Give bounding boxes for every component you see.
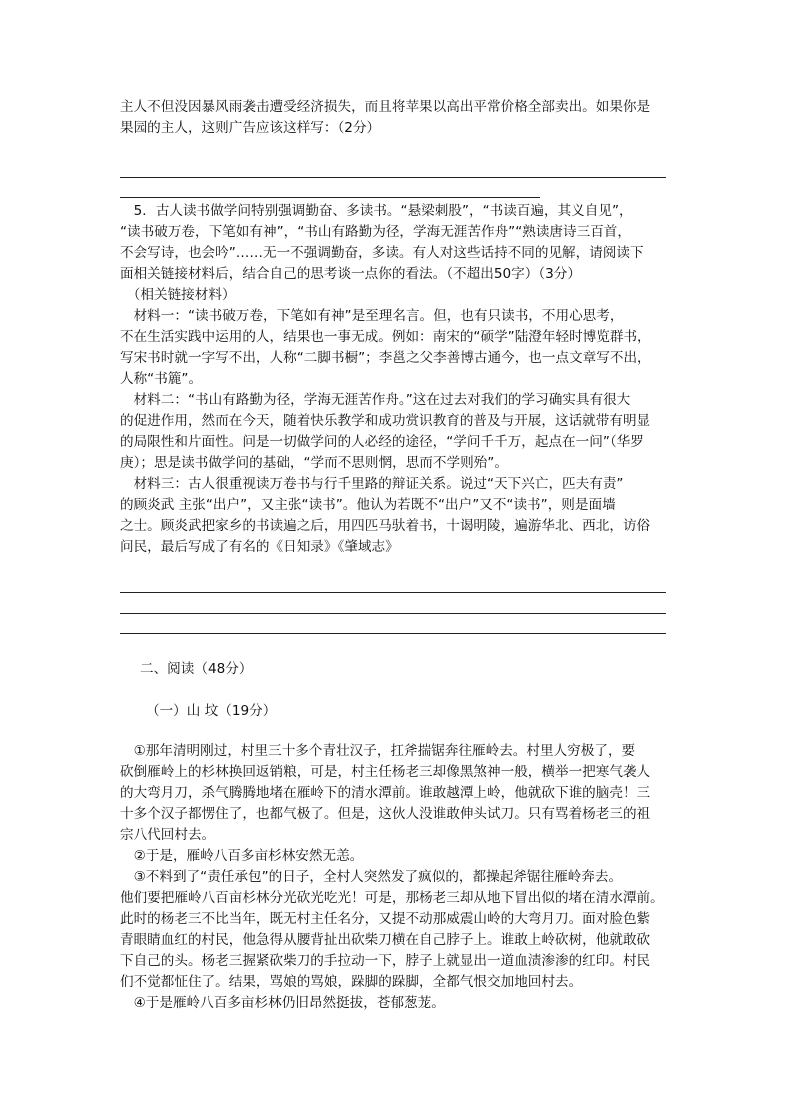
question-5-line: 不会写诗，也会吟”……无一不强调勤奋，多读。有人对这些话持不同的见解，请阅读下 — [120, 245, 644, 261]
material-2-line: 材料二：“书山有路勤为径，学海无涯苦作舟。”这在过去对我们的学习确实具有很大 — [120, 392, 631, 408]
section-title: 二、阅读（48分） — [140, 661, 253, 677]
paragraph-1-line: 砍倒雁岭上的杉林换回返销粮，可是，村主任杨老三却像黑煞神一般，横举一把寒气袭人 — [120, 764, 651, 780]
material-3-line: 之士。顾炎武把家乡的书读遍之后，用四匹马驮着书，十谒明陵，遍游华北、西北，访俗 — [120, 518, 651, 534]
material-1-line: 写宋书时就一字写不出，人称“二脚书橱”；李邕之父李善博古通今，也一点文章写不出， — [120, 350, 651, 366]
intro-line: 果园的主人，这则广告应该这样写：（2分） — [120, 120, 381, 136]
intro-line: 主人不但没因暴风雨袭击遭受经济损失，而且将苹果以高出平常价格全部卖出。如果你是 — [120, 99, 651, 115]
paragraph-3-line: 下自己的头。杨老三握紧砍柴刀的手拉动一下，脖子上就显出一道血渍渗渗的红印。村民 — [120, 953, 651, 969]
material-2-line: 庚）；思是读书做学问的基础，“学而不思则惘，思而不学则殆”。 — [120, 455, 508, 471]
material-1-line: 材料一：“读书破万卷，下笔如有神”是至理名言。但，也有只读书，不用心思考， — [120, 308, 624, 324]
paragraph-3-line: 青眼睛血红的村民，他急得从腰背扯出砍柴刀横在自己脖子上。谁敢上岭砍树，他就敢砍 — [120, 932, 651, 948]
answer-line[interactable] — [120, 177, 666, 178]
paragraph-3-line: 此时的杨老三不比当年，既无村主任名分，又提不动那威震山岭的大弯月刀。面对脸色紫 — [120, 911, 651, 927]
paragraph-4-line: ④于是雁岭八百多亩杉林仍旧昂然挺拔，苍郁葱茏。 — [120, 995, 445, 1011]
answer-line[interactable] — [120, 197, 540, 198]
material-3-line: 的顾炎武 主张“出户”，又主张“读书”。他认为若既不“出户”又不“读书”，则是面墙 — [120, 497, 616, 513]
paragraph-2-line: ②于是，雁岭八百多亩杉林安然无恙。 — [120, 848, 364, 864]
material-1-line: 不在生活实践中运用的人，结果也一事无成。例如：南宋的“硕学”陆澄年轻时博览群书， — [120, 329, 651, 345]
answer-line[interactable] — [120, 633, 666, 634]
paragraph-1-line: 的大弯月刀，杀气腾腾地堵在雁岭下的清水潭前。谁敢越潭上岭，他就砍下谁的脑壳！三 — [120, 785, 651, 801]
material-3-line: 材料三：古人很重视读万卷书与行千里路的辩证关系。说过“天下兴亡，匹夫有责” — [120, 476, 624, 492]
paragraph-3-line: 他们要把雁岭八百亩杉林分光砍光吃光！可是，那杨老三却从地下冒出似的堵在清水潭前。 — [120, 890, 664, 906]
paragraph-1-line: 十多个汉子都愣住了，也都气极了。但是，这伙人没谁敢伸头试刀。只有骂着杨老三的祖 — [120, 806, 651, 822]
material-2-line: 的促进作用，然而在今天，随着快乐教学和成功赏识教育的普及与开展，这话就带有明显 — [120, 413, 651, 429]
paragraph-1-line: ①那年清明刚过，村里三十多个青壮汉子，扛斧揣锯奔往雁岭去。村里人穷极了，要 — [120, 743, 636, 759]
question-5-line: 面相关链接材料后，结合自己的思考谈一点你的看法。（不超出50字）（3分） — [120, 266, 581, 282]
question-5-line: “读书破万卷，下笔如有神”，“书山有路勤为径，学海无涯苦作舟”“熟读唐诗三百首， — [120, 224, 631, 240]
answer-line[interactable] — [120, 592, 666, 593]
paragraph-1-line: 宗八代回村去。 — [120, 827, 216, 843]
material-2-line: 的局限性和片面性。问是一切做学问的人必经的途径，“学问千千万，起点在一问”（华罗 — [120, 434, 644, 450]
question-5-line: 5．古人读书做学问特别强调勤奋、多读书。“悬梁刺股”，“书读百遍，其义自见”， — [120, 203, 633, 219]
story-passage — [120, 741, 668, 1014]
material-3-line: 问民，最后写成了有名的《日知录》《肇域志》 — [120, 539, 399, 555]
paragraph-3-line: 们不觉都怔住了。结果，骂娘的骂娘，跺脚的跺脚，全都气恨交加地回村去。 — [120, 974, 583, 990]
intro-paragraph — [120, 97, 668, 139]
question-5 — [120, 201, 668, 558]
answer-line[interactable] — [120, 613, 666, 614]
materials-heading: （相关链接材料） — [120, 287, 236, 303]
paragraph-3-line: ③不料到了“责任承包”的日子，全村人突然发了疯似的，都操起斧锯往雁岭奔去。 — [120, 869, 623, 885]
material-1-line: 人称“书簏”。 — [120, 371, 203, 387]
passage-title: （一）山 坟（19分） — [146, 703, 277, 719]
